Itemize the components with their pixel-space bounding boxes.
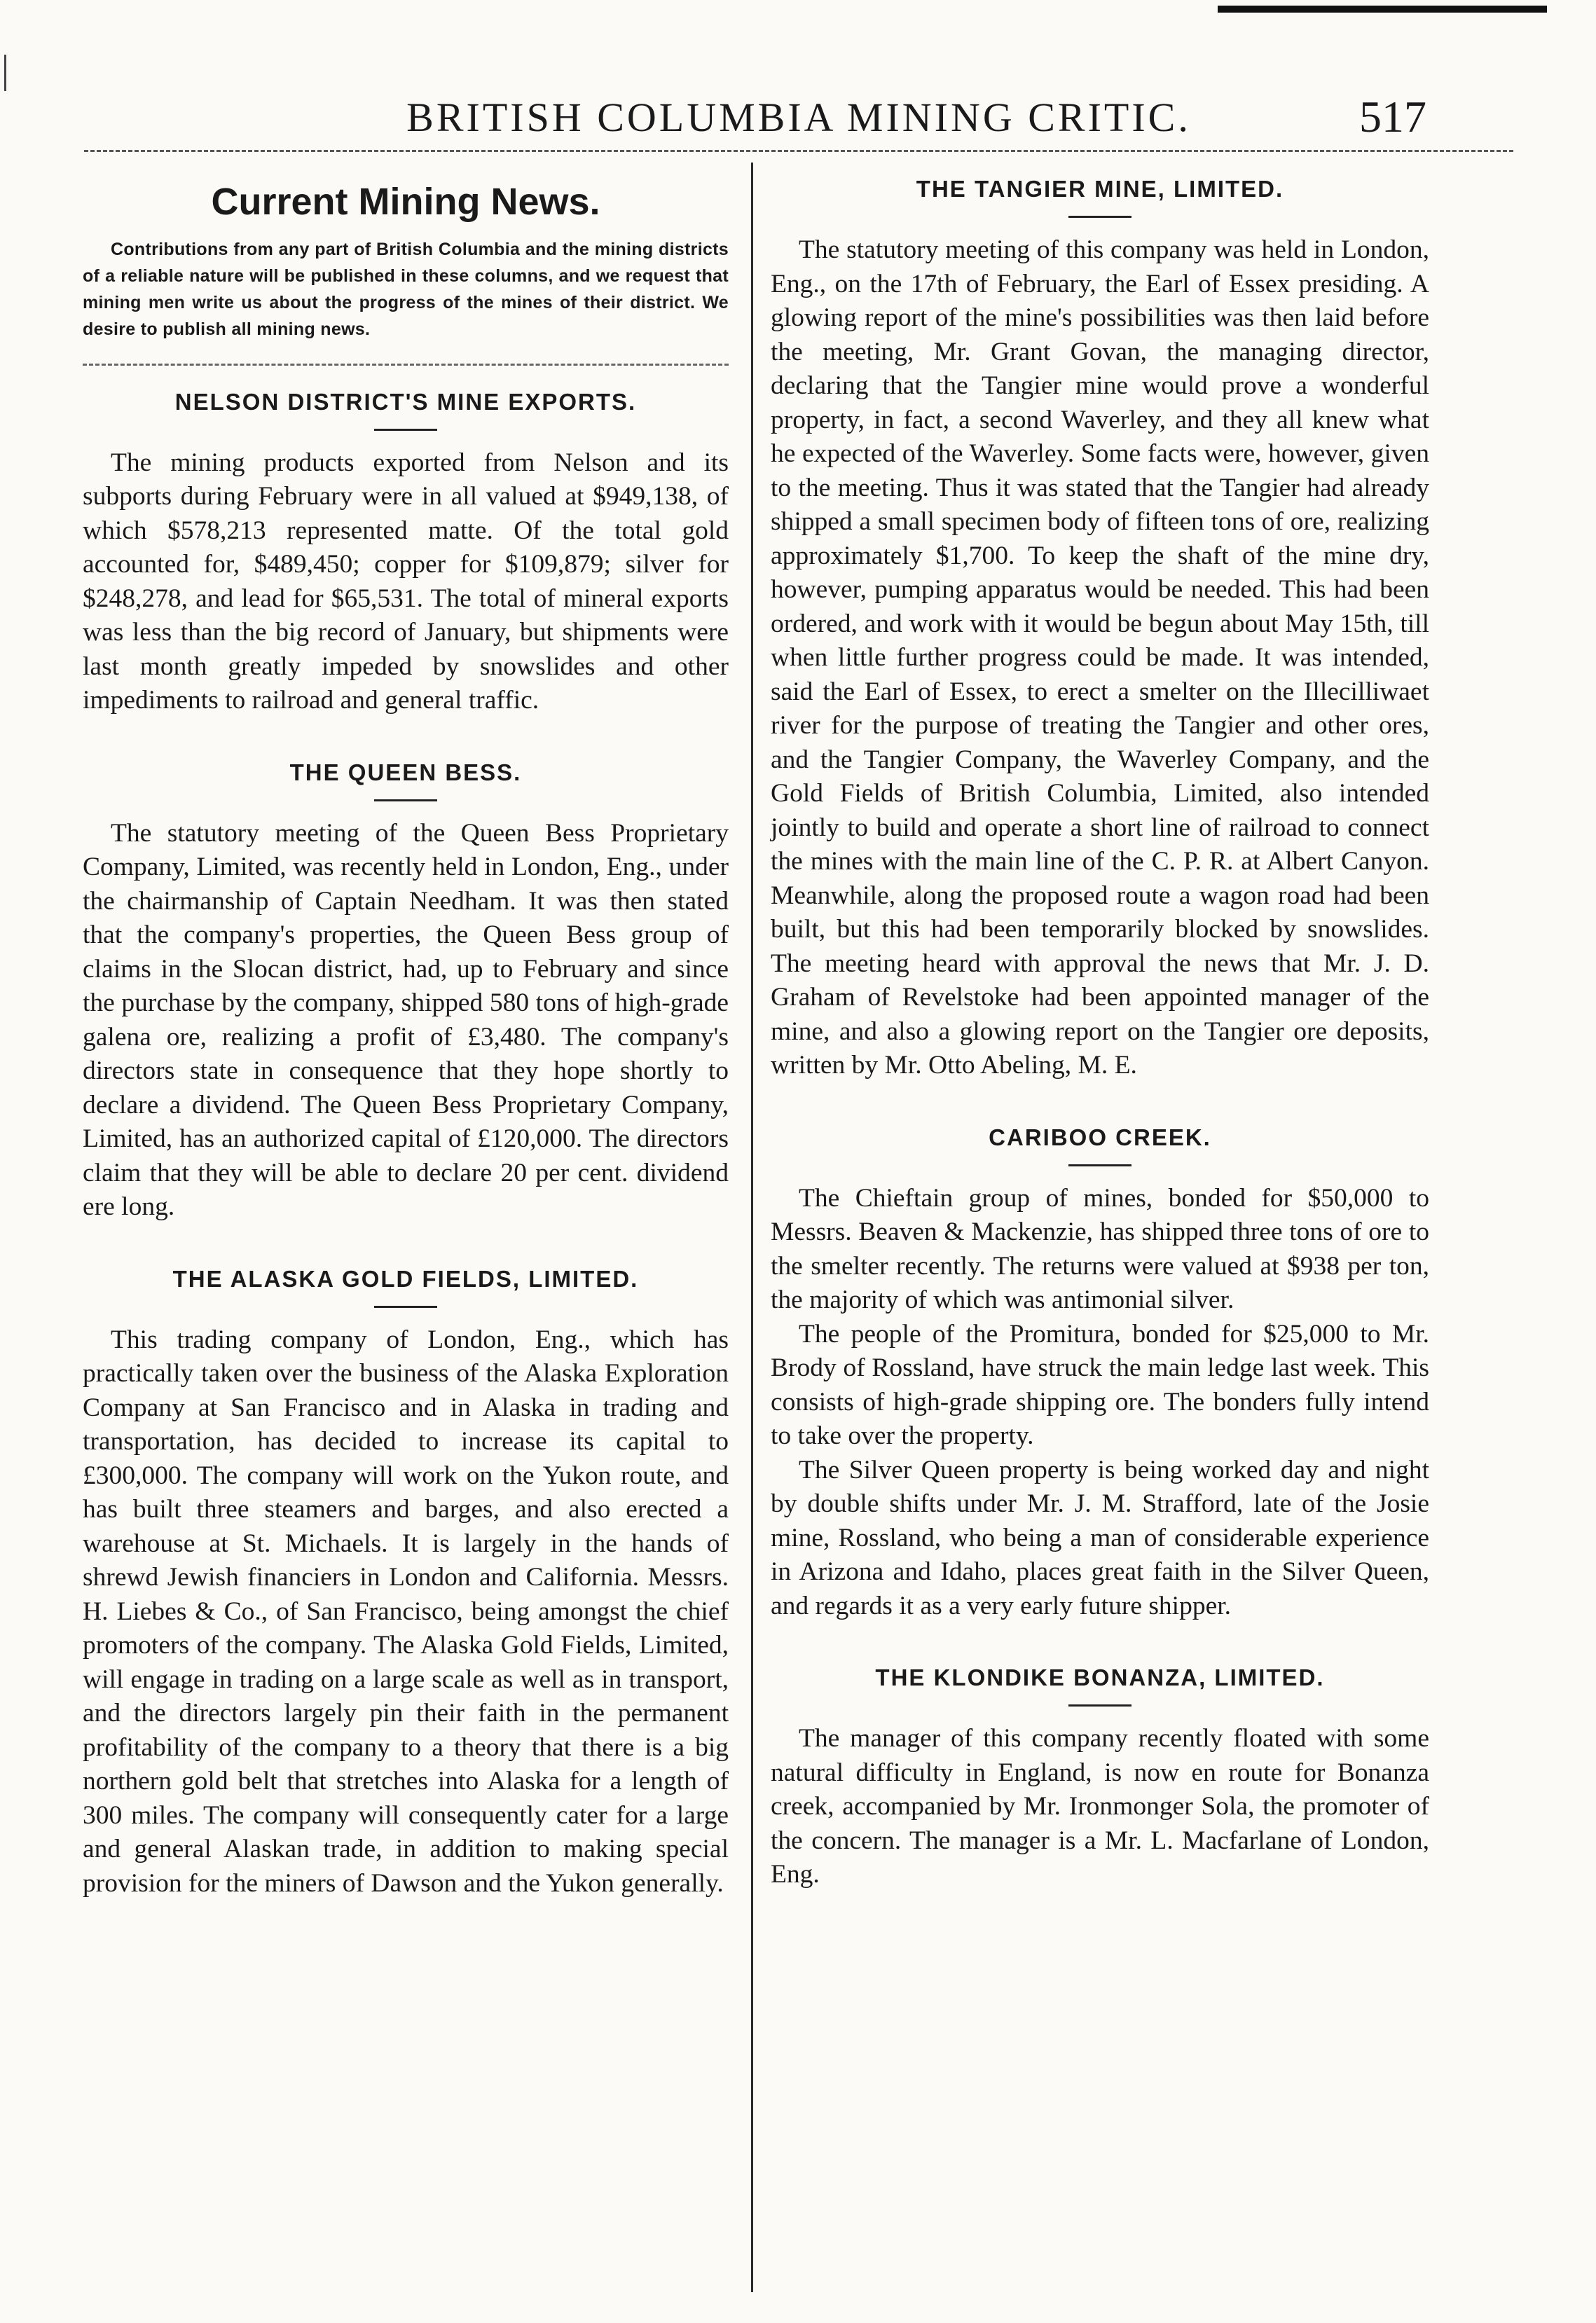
article-title: CARIBOO CREEK. [989, 1124, 1211, 1150]
title-rule [374, 799, 437, 801]
article-queen-bess [83, 757, 729, 1225]
article-title: THE ALASKA GOLD FIELDS, LIMITED. [172, 1265, 639, 1292]
dashed-rule [83, 364, 729, 366]
article-paragraph: The statutory meeting of this company was held in London, Eng., on the 17th of February, the Earl of Essex presiding. A glowing report of the mine's possibilities was then laid before the meeting, Mr. Grant Govan, the managing director, declaring that the Tangier mine would prove a wonderful property, in fact, a second Waverley, and they all knew what he expected of the Waverley. Some facts were, however, given to the meeting. Thus it was stated that the Tangier had already shipped a small specimen body of fifteen tons of ore, realizing approximately $1,700. To keep the shaft of the mine dry, however, pumping apparatus would be needed. This had been ordered, and work with it would be begun about May 15th, till when little further progress could be made. It was intended, said the Earl of Essex, to erect a smelter on the Illecilliwaet river for the purpose of treating the Tangier and other ores, and the Tangier Company, the Waverley Company, and the Gold Fields of British Columbia, Limited, also intended jointly to build and operate a short line of railroad to connect the mines with the main line of the C. P. R. at Albert Canyon. Meanwhile, along the proposed route a wagon road had been built, but this had been temporarily blocked by snowslides. The meeting heard with approval the news that Mr. J. D. Graham of Revelstoke had been appointed manager of the mine, and also a glowing report on the Tangier ore deposits, written by Mr. Otto Abeling, M. E. [771, 235, 1429, 1080]
contributions-notice: Contributions from any part of British Columbia and the mining districts of a reliable nature will be published in these columns, and we request that mining men write us about the progress of the mines of their district. We desire to publish all mining news. [83, 239, 729, 339]
article-cariboo-creek [771, 1122, 1429, 1624]
section-heading: Current Mining News. [211, 181, 600, 223]
article-paragraph: This trading company of London, Eng., which has practically taken over the business of the Alaska Exploration Company at San Francisco and in Alaska in trading and transportation, has decided to increase its capital to £300,000. The company will work on the Yukon route, and has built three steamers and barges, and also erected a warehouse at St. Michaels. It is largely in the hands of shrewd Jewish financiers in London and California. Messrs. H. Liebes & Co., of San Francisco, being amongst the chief promoters of the company. The Alaska Gold Fields, Limited, will engage in trading on a large scale as well as in transport, and the directors largely pin their faith in the permanent profitability of the company to a theory that there is a big northern gold belt that stretches into Alaska for a length of 300 miles. The company will consequently cater for a large and general Alaskan trade, in addition to making special provision for the miners of Dawson and the Yukon generally. [83, 1325, 729, 1898]
header-rule [84, 150, 1513, 152]
article-klondike-bonanza [771, 1662, 1429, 1892]
article-title: NELSON DISTRICT'S MINE EXPORTS. [174, 388, 637, 415]
margin-mark [4, 55, 6, 91]
article-paragraph: The statutory meeting of the Queen Bess Proprietary Company, Limited, was recently held in London, Eng., under the chairmanship of Captain Needham. It was then stated that the company's properties, the Queen Bess group of claims in the Slocan district, had, up to February and since the purchase by the company, shipped 580 tons of high-grade galena ore, realizing a profit of £3,480. The company's directors state in consequence that they hope shortly to declare a dividend. The Queen Bess Proprietary Company, Limited, has an authorized capital of £120,000. The directors claim that they will be able to declare 20 per cent. dividend ere long. [83, 818, 729, 1221]
article-nelson-exports [83, 387, 729, 718]
right-column [771, 171, 1429, 1892]
article-paragraph: The Silver Queen property is being worked day and night by double shifts under Mr. J. M. Strafford, late of the Josie mine, Rossland, who being a man of considerable experience in Arizona and Idaho, places great faith in the Silver Queen, and regards it as a very early future shipper. [771, 1455, 1429, 1620]
article-paragraph: The mining products exported from Nelson and its subports during February were in all valued at $949,138, of which $578,213 represented matte. Of the total gold accounted for, $489,450; copper for $109,879; silver for $248,278, and lead for $65,531. The total of mineral exports was less than the big record of January, but shipments were last month greatly impeded by snowslides and other impediments to railroad and general traffic. [83, 448, 729, 715]
title-rule [1068, 1164, 1131, 1166]
title-rule [1068, 1704, 1131, 1707]
article-paragraph: The Chieftain group of mines, bonded for $50,000 to Messrs. Beaven & Mackenzie, has shipped three tons of ore to the smelter recently. The returns were valued at $938 per ton, the majority of which was antimonial silver. [771, 1183, 1429, 1314]
article-title: THE TANGIER MINE, LIMITED. [916, 176, 1284, 202]
article-paragraph: The manager of this company recently floated with some natural difficulty in England, is now en route for Bonanza creek, accompanied by Mr. Ironmonger Sola, the promoter of the concern. The manager is a Mr. L. Macfarlane of London, Eng. [771, 1724, 1429, 1889]
top-edge-bar [1218, 6, 1547, 13]
title-rule [1068, 216, 1131, 218]
article-title: THE KLONDIKE BONANZA, LIMITED. [875, 1664, 1325, 1690]
article-paragraph: The people of the Promitura, bonded for $25,000 to Mr. Brody of Rossland, have struck the main ledge last week. This consists of high-grade shipping ore. The bonders fully intend to take over the property. [771, 1319, 1429, 1450]
title-rule [374, 429, 437, 431]
running-title: BRITISH COLUMBIA MINING CRITIC. [406, 95, 1191, 140]
title-rule [374, 1306, 437, 1308]
article-alaska-gold-fields [83, 1264, 729, 1901]
running-head [0, 91, 1596, 147]
column-divider [751, 163, 753, 2292]
article-title: THE QUEEN BESS. [289, 759, 522, 785]
left-column [83, 171, 729, 1901]
page-number: 517 [1359, 92, 1426, 142]
article-tangier-mine [771, 174, 1429, 1083]
